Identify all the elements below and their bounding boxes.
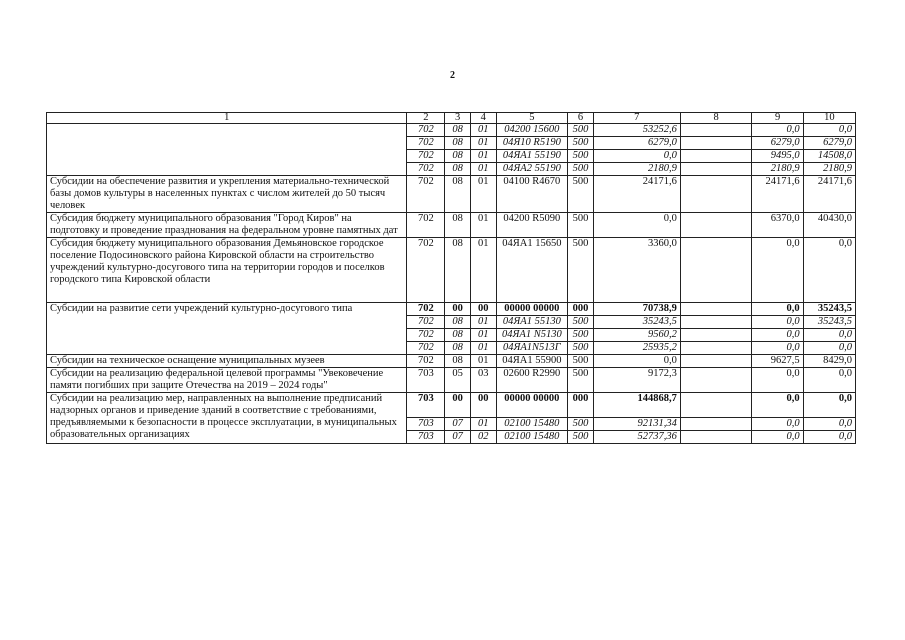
header-col-1: 1	[47, 113, 407, 124]
cell-col10: 24171,6	[803, 176, 855, 213]
cell-sub: 01	[470, 329, 496, 342]
header-col-4: 4	[470, 113, 496, 124]
cell-amount: 0,0	[593, 213, 680, 238]
cell-col10: 0,0	[803, 342, 855, 355]
row-description: Субсидия бюджету муниципального образования Демьяновское городское поселение Подосиновского района Кировской области на строительство учреждений культурно-досугового типа на территории городов и поселков городского типа Кировской области	[47, 238, 407, 303]
cell-pr: 08	[445, 316, 471, 329]
cell-vr: 500	[568, 342, 594, 355]
cell-csr: 02600 R2990	[496, 368, 568, 393]
cell-col10: 0,0	[803, 329, 855, 342]
row-description	[47, 124, 407, 176]
cell-vr: 500	[568, 137, 594, 150]
cell-pr: 00	[445, 303, 471, 316]
cell-col8	[680, 431, 752, 444]
cell-csr: 00000 00000	[496, 303, 568, 316]
cell-rz: 702	[407, 342, 445, 355]
cell-pr: 08	[445, 238, 471, 303]
cell-rz: 702	[407, 176, 445, 213]
cell-col8	[680, 303, 752, 316]
cell-sub: 01	[470, 176, 496, 213]
cell-rz: 702	[407, 213, 445, 238]
cell-col10: 2180,9	[803, 163, 855, 176]
cell-col8	[680, 176, 752, 213]
cell-rz: 702	[407, 137, 445, 150]
table-row	[47, 124, 856, 137]
cell-sub: 01	[470, 124, 496, 137]
cell-vr: 500	[568, 418, 594, 431]
cell-sub: 01	[470, 355, 496, 368]
cell-csr: 04ЯА1 55190	[496, 150, 568, 163]
cell-rz: 702	[407, 303, 445, 316]
cell-col8	[680, 150, 752, 163]
cell-rz: 702	[407, 329, 445, 342]
cell-sub: 03	[470, 368, 496, 393]
cell-sub: 01	[470, 316, 496, 329]
cell-col9: 9495,0	[752, 150, 803, 163]
cell-col10: 0,0	[803, 418, 855, 431]
cell-rz: 702	[407, 124, 445, 137]
cell-pr: 08	[445, 163, 471, 176]
cell-col9: 6370,0	[752, 213, 803, 238]
cell-csr: 04Я10 R5190	[496, 137, 568, 150]
cell-csr: 04ЯА1N513Г	[496, 342, 568, 355]
header-col-7: 7	[593, 113, 680, 124]
table-row	[47, 303, 856, 316]
header-col-10: 10	[803, 113, 855, 124]
cell-csr: 04ЯА2 55190	[496, 163, 568, 176]
cell-csr: 04ЯА1 55900	[496, 355, 568, 368]
cell-col9: 0,0	[752, 418, 803, 431]
cell-amount: 25935,2	[593, 342, 680, 355]
cell-col8	[680, 418, 752, 431]
cell-vr: 500	[568, 355, 594, 368]
cell-col10: 35243,5	[803, 303, 855, 316]
cell-pr: 05	[445, 368, 471, 393]
cell-col9: 0,0	[752, 329, 803, 342]
cell-pr: 08	[445, 137, 471, 150]
cell-rz: 703	[407, 368, 445, 393]
cell-col9: 9627,5	[752, 355, 803, 368]
cell-col10: 0,0	[803, 431, 855, 444]
cell-amount: 53252,6	[593, 124, 680, 137]
cell-csr: 04ЯА1 N5130	[496, 329, 568, 342]
table-row	[47, 176, 856, 213]
table-row	[47, 213, 856, 238]
header-col-3: 3	[445, 113, 471, 124]
cell-pr: 08	[445, 329, 471, 342]
row-description: Субсидии на развитие сети учреждений культурно-досугового типа	[47, 303, 407, 355]
cell-col8	[680, 124, 752, 137]
cell-col8	[680, 393, 752, 418]
row-description: Субсидии на реализацию федеральной целевой программы "Увековечение памяти погибших при защите Отечества на 2019 – 2024 годы"	[47, 368, 407, 393]
cell-col8	[680, 163, 752, 176]
cell-col9: 0,0	[752, 238, 803, 303]
cell-amount: 70738,9	[593, 303, 680, 316]
cell-col8	[680, 368, 752, 393]
cell-pr: 08	[445, 213, 471, 238]
cell-sub: 00	[470, 393, 496, 418]
cell-sub: 01	[470, 150, 496, 163]
cell-vr: 500	[568, 150, 594, 163]
header-col-2: 2	[407, 113, 445, 124]
cell-csr: 00000 00000	[496, 393, 568, 418]
cell-csr: 04200 R5090	[496, 213, 568, 238]
header-col-8: 8	[680, 113, 752, 124]
cell-sub: 00	[470, 303, 496, 316]
cell-col8	[680, 355, 752, 368]
cell-csr: 04100 R4670	[496, 176, 568, 213]
header-col-6: 6	[568, 113, 594, 124]
cell-col10: 40430,0	[803, 213, 855, 238]
cell-col8	[680, 137, 752, 150]
row-description: Субсидии на обеспечение развития и укрепления материально-технической базы домов культуры в населенных пунктах с числом жителей до 50 тысяч человек	[47, 176, 407, 213]
cell-col8	[680, 329, 752, 342]
cell-rz: 703	[407, 431, 445, 444]
cell-rz: 703	[407, 393, 445, 418]
cell-pr: 07	[445, 418, 471, 431]
cell-pr: 08	[445, 355, 471, 368]
cell-sub: 01	[470, 342, 496, 355]
cell-vr: 500	[568, 124, 594, 137]
cell-col9: 0,0	[752, 368, 803, 393]
cell-col9: 24171,6	[752, 176, 803, 213]
cell-vr: 000	[568, 393, 594, 418]
cell-col9: 2180,9	[752, 163, 803, 176]
cell-pr: 08	[445, 124, 471, 137]
cell-amount: 35243,5	[593, 316, 680, 329]
cell-vr: 500	[568, 163, 594, 176]
cell-col10: 6279,0	[803, 137, 855, 150]
cell-csr: 04ЯА1 55130	[496, 316, 568, 329]
cell-amount: 52737,36	[593, 431, 680, 444]
cell-csr: 04ЯА1 15650	[496, 238, 568, 303]
cell-amount: 2180,9	[593, 163, 680, 176]
cell-vr: 500	[568, 431, 594, 444]
cell-vr: 500	[568, 213, 594, 238]
cell-col9: 6279,0	[752, 137, 803, 150]
cell-col8	[680, 238, 752, 303]
cell-rz: 702	[407, 355, 445, 368]
cell-amount: 24171,6	[593, 176, 680, 213]
table-row	[47, 368, 856, 393]
cell-pr: 07	[445, 431, 471, 444]
cell-col10: 35243,5	[803, 316, 855, 329]
cell-col9: 0,0	[752, 431, 803, 444]
cell-vr: 500	[568, 238, 594, 303]
cell-col10: 0,0	[803, 368, 855, 393]
cell-col8	[680, 316, 752, 329]
cell-vr: 500	[568, 316, 594, 329]
cell-amount: 9560,2	[593, 329, 680, 342]
cell-col10: 0,0	[803, 124, 855, 137]
cell-sub: 02	[470, 431, 496, 444]
table-row	[47, 393, 856, 418]
cell-csr: 02100 15480	[496, 431, 568, 444]
cell-amount: 144868,7	[593, 393, 680, 418]
cell-amount: 3360,0	[593, 238, 680, 303]
cell-vr: 500	[568, 368, 594, 393]
table-row	[47, 238, 856, 303]
cell-pr: 00	[445, 393, 471, 418]
page-number: 2	[450, 70, 455, 81]
budget-table	[46, 112, 856, 444]
cell-pr: 08	[445, 342, 471, 355]
cell-vr: 500	[568, 176, 594, 213]
cell-col10: 0,0	[803, 238, 855, 303]
cell-amount: 0,0	[593, 150, 680, 163]
cell-col9: 0,0	[752, 124, 803, 137]
cell-col8	[680, 213, 752, 238]
cell-col9: 0,0	[752, 342, 803, 355]
header-col-5: 5	[496, 113, 568, 124]
cell-rz: 703	[407, 418, 445, 431]
cell-rz: 702	[407, 238, 445, 303]
cell-rz: 702	[407, 316, 445, 329]
cell-rz: 702	[407, 163, 445, 176]
cell-vr: 000	[568, 303, 594, 316]
table-row	[47, 355, 856, 368]
header-col-9: 9	[752, 113, 803, 124]
cell-csr: 02100 15480	[496, 418, 568, 431]
cell-amount: 6279,0	[593, 137, 680, 150]
cell-amount: 0,0	[593, 355, 680, 368]
cell-sub: 01	[470, 238, 496, 303]
row-description: Субсидия бюджету муниципального образования "Город Киров" на подготовку и проведение празднования на федеральном уровне памятных дат	[47, 213, 407, 238]
row-description: Субсидии на техническое оснащение муниципальных музеев	[47, 355, 407, 368]
row-description: Субсидии на реализацию мер, направленных на выполнение предписаний надзорных органов и приведение зданий в соответствие с требованиями, предъявляемыми к безопасности в процессе эксплуатации, в муниципальных образовательных организациях	[47, 393, 407, 444]
cell-col9: 0,0	[752, 303, 803, 316]
cell-col10: 8429,0	[803, 355, 855, 368]
cell-rz: 702	[407, 150, 445, 163]
cell-sub: 01	[470, 163, 496, 176]
cell-col9: 0,0	[752, 316, 803, 329]
cell-sub: 01	[470, 418, 496, 431]
cell-amount: 9172,3	[593, 368, 680, 393]
cell-col9: 0,0	[752, 393, 803, 418]
cell-pr: 08	[445, 150, 471, 163]
cell-csr: 04200 15600	[496, 124, 568, 137]
cell-sub: 01	[470, 213, 496, 238]
cell-col10: 0,0	[803, 393, 855, 418]
header-row	[47, 113, 856, 124]
cell-col8	[680, 342, 752, 355]
cell-col10: 14508,0	[803, 150, 855, 163]
cell-pr: 08	[445, 176, 471, 213]
cell-vr: 500	[568, 329, 594, 342]
cell-sub: 01	[470, 137, 496, 150]
cell-amount: 92131,34	[593, 418, 680, 431]
